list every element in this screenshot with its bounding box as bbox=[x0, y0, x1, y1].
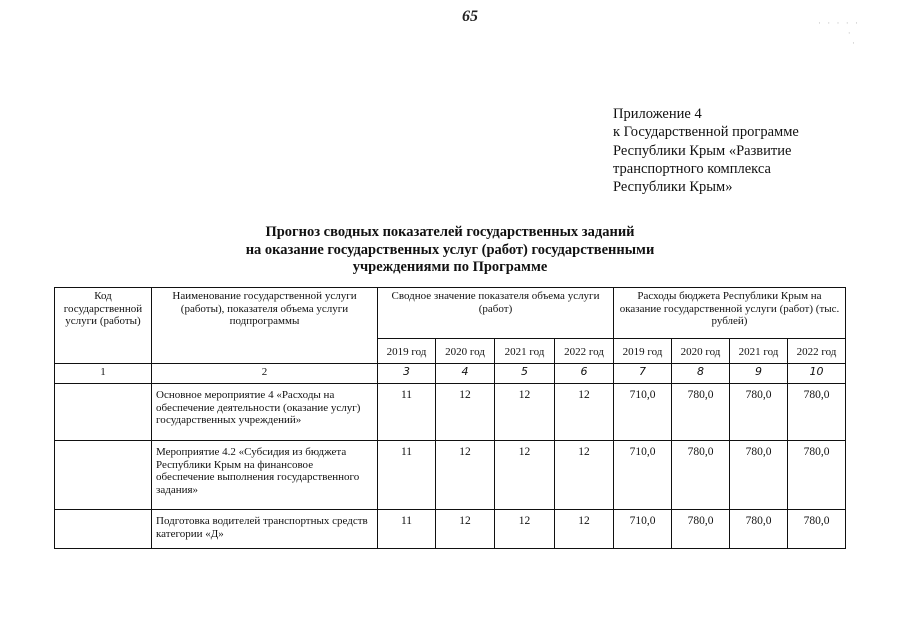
budget-value: 780,0 bbox=[730, 510, 788, 549]
column-number: 5 bbox=[495, 364, 555, 384]
volume-year: 2022 год bbox=[555, 339, 614, 364]
budget-value: 780,0 bbox=[730, 384, 788, 441]
row-code bbox=[55, 384, 152, 441]
appendix-line: Республики Крым «Развитие bbox=[613, 142, 792, 159]
volume-value: 12 bbox=[495, 510, 555, 549]
header-name: Наименование государственной услуги (работы), показателя объема услуги подпрограммы bbox=[152, 288, 378, 364]
budget-value: 780,0 bbox=[672, 441, 730, 510]
budget-value: 780,0 bbox=[672, 510, 730, 549]
scan-noise: · · · · · · · bbox=[818, 18, 860, 48]
header-code: Код государственной услуги (работы) bbox=[55, 288, 152, 364]
row-name: Подготовка водителей транспортных средств категории «Д» bbox=[152, 510, 378, 549]
volume-year: 2019 год bbox=[378, 339, 436, 364]
volume-value: 12 bbox=[555, 510, 614, 549]
appendix-line: Республики Крым» bbox=[613, 179, 733, 196]
header-volume: Сводное значение показателя объема услуги (работ) bbox=[378, 288, 614, 339]
row-name: Основное мероприятие 4 «Расходы на обеспечение деятельности (оказание услуг) государственных учреждений» bbox=[152, 384, 378, 441]
row-name: Мероприятие 4.2 «Субсидия из бюджета Республики Крым на финансовое обеспечение выполнения государственного задания» bbox=[152, 441, 378, 510]
title-line: учреждениями по Программе bbox=[352, 259, 548, 275]
column-number: 6 bbox=[555, 364, 614, 384]
budget-year: 2022 год bbox=[788, 339, 846, 364]
budget-value: 710,0 bbox=[614, 441, 672, 510]
title-line: Прогноз сводных показателей государственных заданий bbox=[265, 224, 635, 240]
volume-year: 2021 год bbox=[495, 339, 555, 364]
budget-value: 710,0 bbox=[614, 384, 672, 441]
row-code bbox=[55, 441, 152, 510]
budget-year: 2019 год bbox=[614, 339, 672, 364]
page-number: 65 bbox=[462, 8, 478, 25]
column-number: 2 bbox=[152, 364, 378, 384]
document-title bbox=[180, 224, 720, 277]
volume-value: 12 bbox=[495, 384, 555, 441]
table-row bbox=[55, 441, 846, 510]
column-number: 8 bbox=[672, 364, 730, 384]
volume-value: 11 bbox=[378, 384, 436, 441]
table-row bbox=[55, 384, 846, 441]
budget-value: 780,0 bbox=[730, 441, 788, 510]
volume-value: 12 bbox=[555, 384, 614, 441]
indicators-table bbox=[54, 287, 846, 549]
budget-year: 2021 год bbox=[730, 339, 788, 364]
budget-value: 780,0 bbox=[788, 510, 846, 549]
appendix-line: транспортного комплекса bbox=[613, 160, 771, 177]
budget-value: 710,0 bbox=[614, 510, 672, 549]
column-number: 3 bbox=[378, 364, 436, 384]
appendix-line: к Государственной программе bbox=[613, 124, 799, 141]
column-number: 7 bbox=[614, 364, 672, 384]
header-budget: Расходы бюджета Республики Крым на оказание государственной услуги (работ) (тыс. рублей) bbox=[614, 288, 846, 339]
volume-value: 12 bbox=[555, 441, 614, 510]
budget-value: 780,0 bbox=[788, 441, 846, 510]
budget-value: 780,0 bbox=[672, 384, 730, 441]
title-line: на оказание государственных услуг (работ) государственными bbox=[245, 241, 655, 258]
appendix-reference bbox=[613, 105, 893, 196]
budget-value: 780,0 bbox=[788, 384, 846, 441]
volume-value: 12 bbox=[436, 441, 495, 510]
column-number: 1 bbox=[55, 364, 152, 384]
column-number: 4 bbox=[436, 364, 495, 384]
column-number: 10 bbox=[788, 364, 846, 384]
volume-value: 11 bbox=[378, 510, 436, 549]
volume-year: 2020 год bbox=[436, 339, 495, 364]
table-row bbox=[55, 510, 846, 549]
row-code bbox=[55, 510, 152, 549]
column-number: 9 bbox=[730, 364, 788, 384]
appendix-line: Приложение 4 bbox=[613, 106, 702, 122]
budget-year: 2020 год bbox=[672, 339, 730, 364]
volume-value: 11 bbox=[378, 441, 436, 510]
volume-value: 12 bbox=[436, 510, 495, 549]
volume-value: 12 bbox=[495, 441, 555, 510]
volume-value: 12 bbox=[436, 384, 495, 441]
